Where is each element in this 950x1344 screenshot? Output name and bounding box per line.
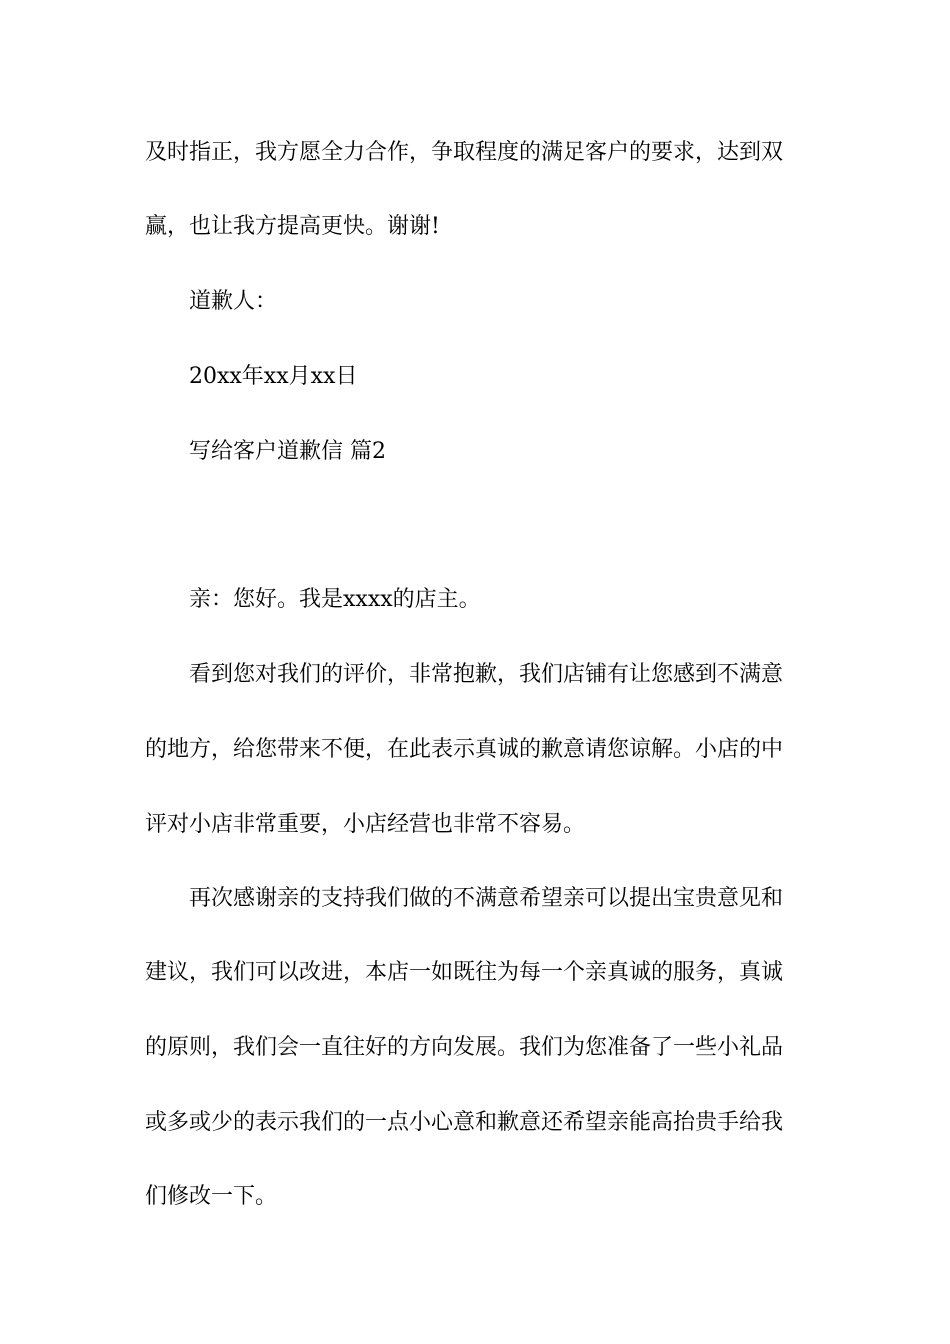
signature-label: 道歉人： xyxy=(189,289,278,314)
paragraph-line: 看到您对我们的评价，非常抱歉，我们店铺有让您感到不满意 xyxy=(189,662,784,687)
text-line: 赢，也让我方提高更快。谢谢! xyxy=(145,214,440,239)
paragraph-line: 的地方，给您带来不便，在此表示真诚的歉意请您谅解。小店的中 xyxy=(145,737,784,762)
paragraph-line: 再次感谢亲的支持我们做的不满意希望亲可以提出宝贵意见和 xyxy=(189,886,784,911)
section-heading: 写给客户道歉信 篇2 xyxy=(189,439,386,464)
paragraph-line: 评对小店非常重要，小店经营也非常不容易。 xyxy=(145,812,586,837)
paragraph-line: 们修改一下。 xyxy=(145,1184,278,1209)
paragraph-line: 建议，我们可以改进，本店一如既往为每一个亲真诚的服务，真诚 xyxy=(145,960,784,985)
date-line: 20xx年xx月xx日 xyxy=(189,364,358,389)
paragraph-line: 的原则，我们会一直往好的方向发展。我们为您准备了一些小礼品 xyxy=(145,1035,784,1060)
greeting-line: 亲：您好。我是xxxx的店主。 xyxy=(189,587,481,612)
text-line: 及时指正，我方愿全力合作，争取程度的满足客户的要求，达到双 xyxy=(145,140,784,165)
paragraph-line: 或多或少的表示我们的一点小心意和歉意还希望亲能高抬贵手给我 xyxy=(145,1110,784,1135)
